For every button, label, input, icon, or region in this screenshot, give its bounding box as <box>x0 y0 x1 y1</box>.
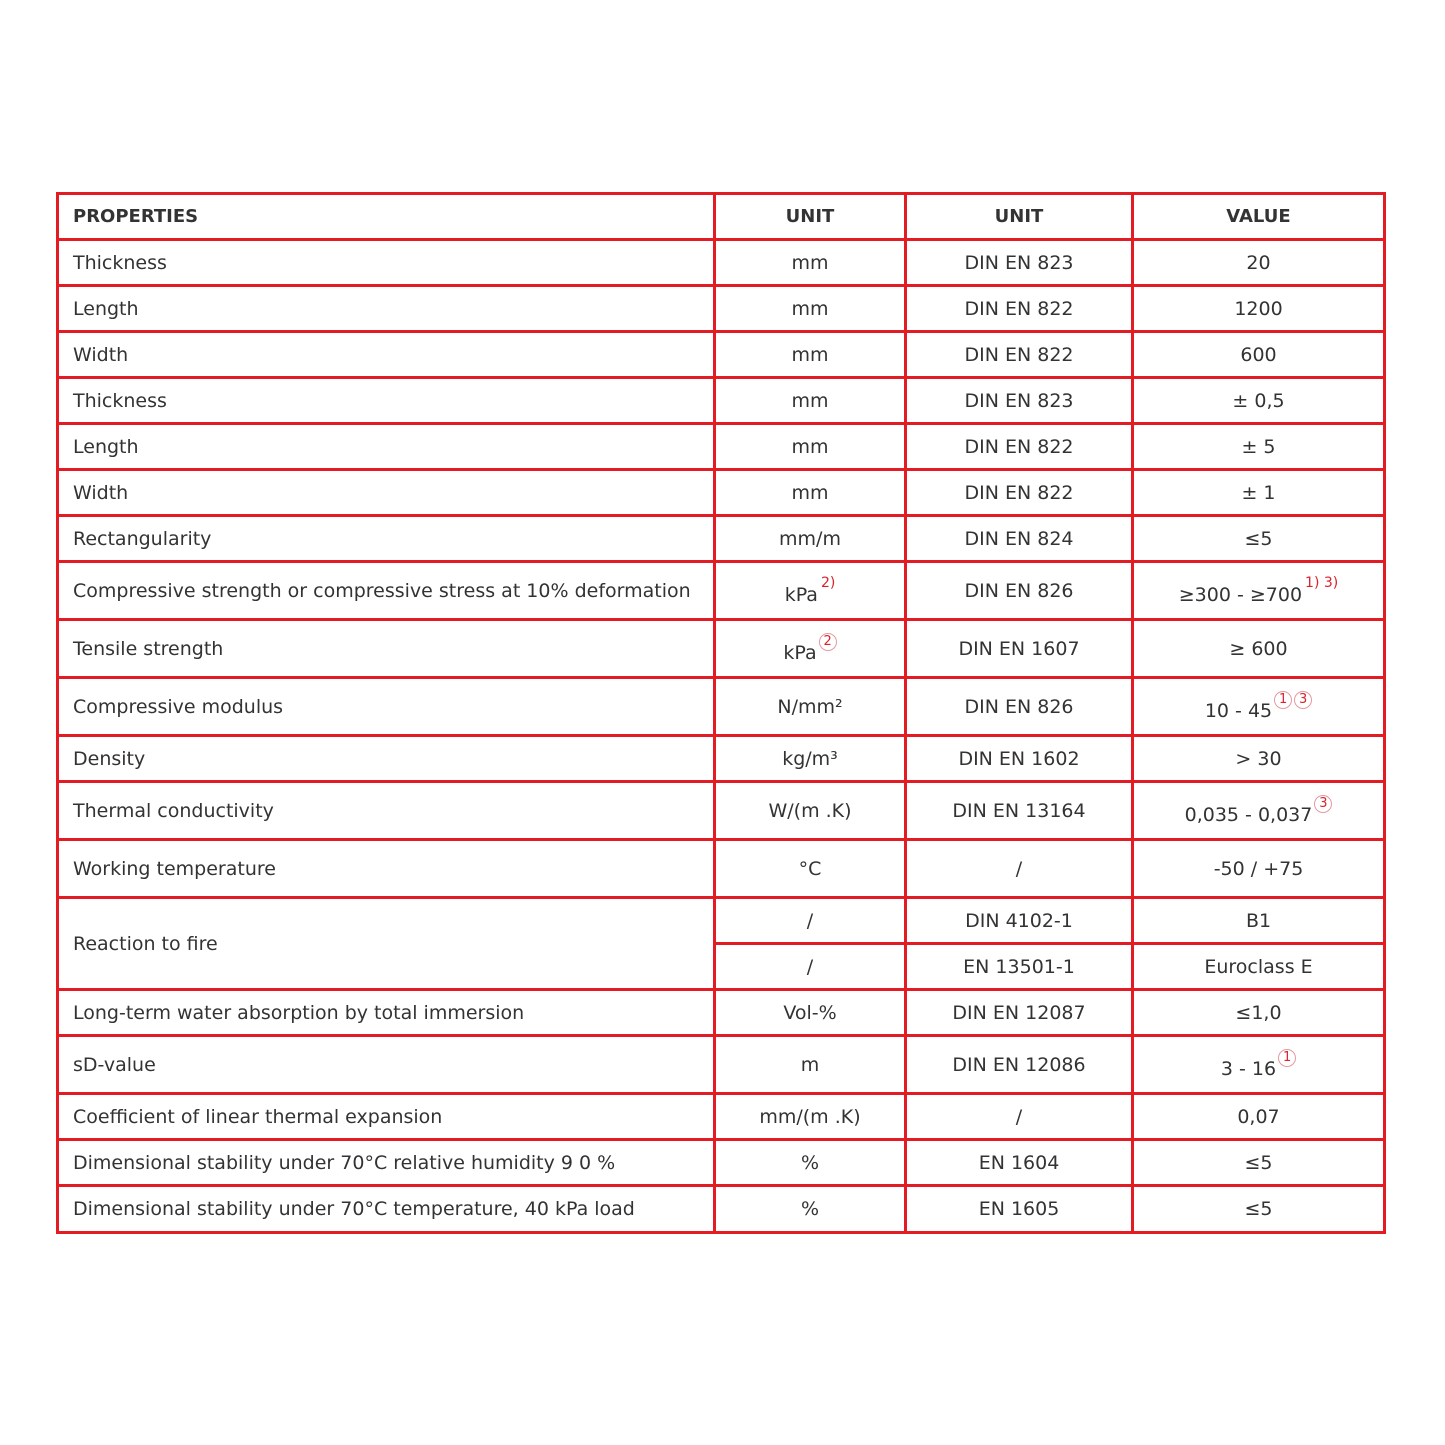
standard-cell: DIN EN 822 <box>906 332 1133 378</box>
header-value: VALUE <box>1133 194 1385 240</box>
unit-cell: kg/m³ <box>715 736 906 782</box>
footnote-marker: 1 <box>1278 1049 1296 1067</box>
value-cell: Euroclass E <box>1133 944 1385 990</box>
value-text: 0,035 - 0,037 <box>1184 804 1313 826</box>
value-cell: 20 <box>1133 240 1385 286</box>
unit-cell: mm <box>715 424 906 470</box>
property-cell: Width <box>58 470 715 516</box>
header-row <box>58 194 1385 240</box>
table-row <box>58 562 1385 620</box>
unit-cell: mm/(m .K) <box>715 1094 906 1140</box>
standard-cell: DIN EN 822 <box>906 286 1133 332</box>
unit-cell: mm <box>715 332 906 378</box>
footnote-marker: 3 <box>1314 795 1332 813</box>
value-text: 10 - 45 <box>1204 700 1273 722</box>
unit-cell: m <box>715 1036 906 1094</box>
standard-cell: DIN EN 12086 <box>906 1036 1133 1094</box>
header-standard: UNIT <box>906 194 1133 240</box>
value-cell: ≤5 <box>1133 516 1385 562</box>
unit-cell: W/(m .K) <box>715 782 906 840</box>
value-text: ≥300 - ≥700 <box>1178 583 1303 606</box>
standard-cell: DIN EN 12087 <box>906 990 1133 1036</box>
table-row <box>58 840 1385 898</box>
table-row <box>58 1140 1385 1186</box>
properties-table <box>56 192 1386 1234</box>
standard-cell: DIN EN 823 <box>906 378 1133 424</box>
property-cell: Dimensional stability under 70°C relative humidity 9 0 % <box>58 1140 715 1186</box>
header-unit: UNIT <box>715 194 906 240</box>
unit-cell: mm <box>715 240 906 286</box>
value-cell: 0,07 <box>1133 1094 1385 1140</box>
unit-cell: Vol-% <box>715 990 906 1036</box>
property-cell: Coefficient of linear thermal expansion <box>58 1094 715 1140</box>
unit-text: kPa <box>784 583 818 606</box>
table-row <box>58 286 1385 332</box>
property-cell: Thermal conductivity <box>58 782 715 840</box>
standard-cell: EN 1605 <box>906 1186 1133 1233</box>
standard-cell: DIN EN 823 <box>906 240 1133 286</box>
value-cell <box>1133 562 1385 620</box>
unit-cell: mm/m <box>715 516 906 562</box>
standard-cell: DIN EN 1602 <box>906 736 1133 782</box>
standard-cell: EN 1604 <box>906 1140 1133 1186</box>
table-row <box>58 620 1385 678</box>
table-row <box>58 470 1385 516</box>
unit-cell: / <box>715 944 906 990</box>
property-cell: Thickness <box>58 240 715 286</box>
unit-cell <box>715 562 906 620</box>
value-cell: 600 <box>1133 332 1385 378</box>
value-cell: ≤5 <box>1133 1186 1385 1233</box>
standard-cell: / <box>906 1094 1133 1140</box>
property-cell: Length <box>58 424 715 470</box>
standard-cell: / <box>906 840 1133 898</box>
property-cell: Working temperature <box>58 840 715 898</box>
value-cell: ≥ 600 <box>1133 620 1385 678</box>
footnote-marker: 3 <box>1294 691 1312 709</box>
unit-cell: mm <box>715 470 906 516</box>
property-cell: Length <box>58 286 715 332</box>
property-cell: Compressive strength or compressive stress at 10% deformation <box>58 562 715 620</box>
header-properties: PROPERTIES <box>58 194 715 240</box>
property-cell: Width <box>58 332 715 378</box>
table-row <box>58 782 1385 840</box>
standard-cell: DIN EN 1607 <box>906 620 1133 678</box>
value-cell: ± 1 <box>1133 470 1385 516</box>
footnote-marker: 2 <box>819 633 837 651</box>
table-row <box>58 424 1385 470</box>
footnote-marker: 1 <box>1274 691 1292 709</box>
table-row <box>58 990 1385 1036</box>
unit-cell: N/mm² <box>715 678 906 736</box>
unit-cell <box>715 620 906 678</box>
table-row <box>58 678 1385 736</box>
footnote-marker: 2) <box>820 574 836 591</box>
value-text: 3 - 16 <box>1220 1058 1277 1080</box>
value-cell: ± 5 <box>1133 424 1385 470</box>
table-row <box>58 1036 1385 1094</box>
unit-cell: % <box>715 1186 906 1233</box>
table-row <box>58 1186 1385 1233</box>
value-cell: 1200 <box>1133 286 1385 332</box>
property-cell: Reaction to fire <box>58 898 715 990</box>
table-row <box>58 240 1385 286</box>
value-cell: -50 / +75 <box>1133 840 1385 898</box>
property-cell: Long-term water absorption by total immersion <box>58 990 715 1036</box>
standard-cell: DIN EN 826 <box>906 562 1133 620</box>
standard-cell: DIN EN 822 <box>906 424 1133 470</box>
value-cell: ≤1,0 <box>1133 990 1385 1036</box>
property-cell: Thickness <box>58 378 715 424</box>
table-row <box>58 378 1385 424</box>
property-cell: Density <box>58 736 715 782</box>
value-cell <box>1133 782 1385 840</box>
standard-cell: DIN 4102-1 <box>906 898 1133 944</box>
unit-cell: % <box>715 1140 906 1186</box>
unit-cell: mm <box>715 378 906 424</box>
unit-cell: / <box>715 898 906 944</box>
table-row <box>58 898 1385 944</box>
unit-cell: mm <box>715 286 906 332</box>
table-row <box>58 1094 1385 1140</box>
standard-cell: EN 13501-1 <box>906 944 1133 990</box>
value-cell: ≤5 <box>1133 1140 1385 1186</box>
table-row <box>58 736 1385 782</box>
value-cell: B1 <box>1133 898 1385 944</box>
unit-cell: °C <box>715 840 906 898</box>
standard-cell: DIN EN 13164 <box>906 782 1133 840</box>
unit-text: kPa <box>783 642 817 664</box>
value-cell <box>1133 1036 1385 1094</box>
property-cell: Tensile strength <box>58 620 715 678</box>
table-row <box>58 516 1385 562</box>
value-cell: > 30 <box>1133 736 1385 782</box>
property-cell: Rectangularity <box>58 516 715 562</box>
property-cell: Compressive modulus <box>58 678 715 736</box>
footnote-marker: 1) 3) <box>1305 574 1339 591</box>
property-cell: sD-value <box>58 1036 715 1094</box>
table-row <box>58 332 1385 378</box>
standard-cell: DIN EN 824 <box>906 516 1133 562</box>
value-cell: ± 0,5 <box>1133 378 1385 424</box>
property-cell: Dimensional stability under 70°C temperature, 40 kPa load <box>58 1186 715 1233</box>
standard-cell: DIN EN 826 <box>906 678 1133 736</box>
standard-cell: DIN EN 822 <box>906 470 1133 516</box>
value-cell <box>1133 678 1385 736</box>
